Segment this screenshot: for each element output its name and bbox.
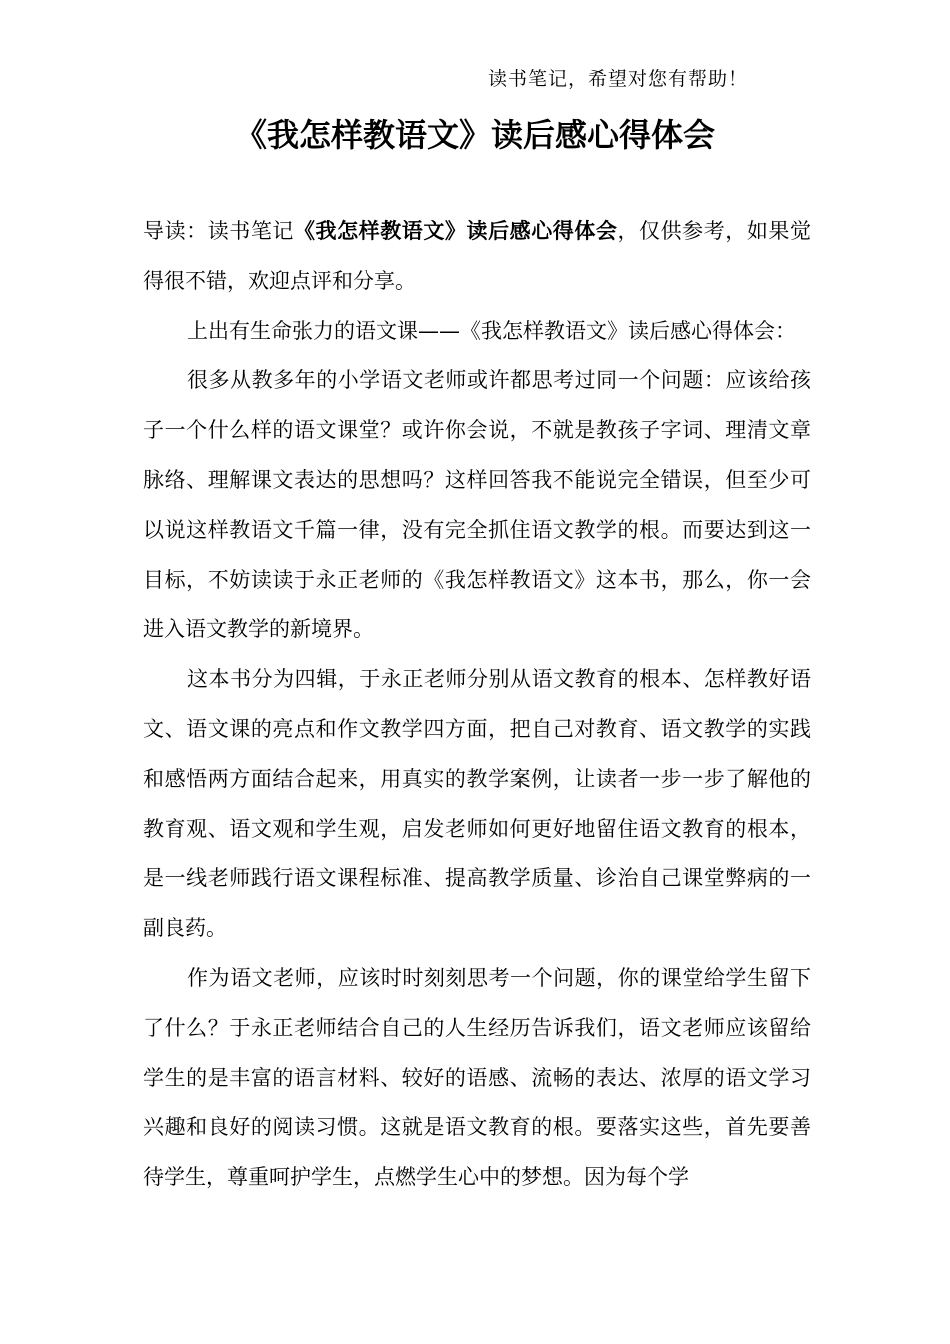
paragraph-2: 这本书分为四辑，于永正老师分别从语文教育的根本、怎样教好语文、语文课的亮点和作文教学四方面，把自己对教育、语文教学的实践和感悟两方面结合起来，用真实的教学案例，让读者一步一步了解他的教育观、语文观和学生观，启发老师如何更好地留住语文教育的根本，是一线老师践行语文课程标准、提高教学质量、诊治自己课堂弊病的一副良药。 (143, 667, 811, 941)
intro-paragraph (143, 207, 811, 307)
intro-prefix: 导读：读书笔记 (143, 219, 294, 243)
paragraph-1: 很多从教多年的小学语文老师或许都思考过同一个问题：应该给孩子一个什么样的语文课堂？或许你会说，不就是教孩子字词、理清文章脉络、理解课文表达的思想吗？这样回答我不能说完全错误，但至少可以说这样教语文千篇一律，没有完全抓住语文教学的根。而要达到这一目标，不妨读读于永正老师的《我怎样教语文》这本书，那么，你一会进入语文教学的新境界。 (143, 368, 811, 642)
document-title: 《我怎样教语文》读后感心得体会 (234, 116, 715, 154)
paragraph-3: 作为语文老师，应该时时刻刻思考一个问题，你的课堂给学生留下了什么？于永正老师结合自己的人生经历告诉我们，语文老师应该留给学生的是丰富的语言材料、较好的语感、流畅的表达、浓厚的语文学习兴趣和良好的阅读习惯。这就是语文教育的根。要落实这些，首先要善待学生，尊重呵护学生，点燃学生心中的梦想。因为每个学 (143, 965, 811, 1190)
header-note: 读书笔记，希望对您有帮助！ (488, 68, 749, 90)
paragraph-subtitle: 上出有生命张力的语文课——《我怎样教语文》读后感心得体会： (187, 318, 796, 343)
document-body (143, 207, 811, 1203)
intro-bold-title: 《我怎样教语文》读后感心得体会 (293, 219, 618, 243)
intro-suffix: ，仅供参考，如果觉得很不错，欢迎点评和分享。 (143, 219, 812, 293)
